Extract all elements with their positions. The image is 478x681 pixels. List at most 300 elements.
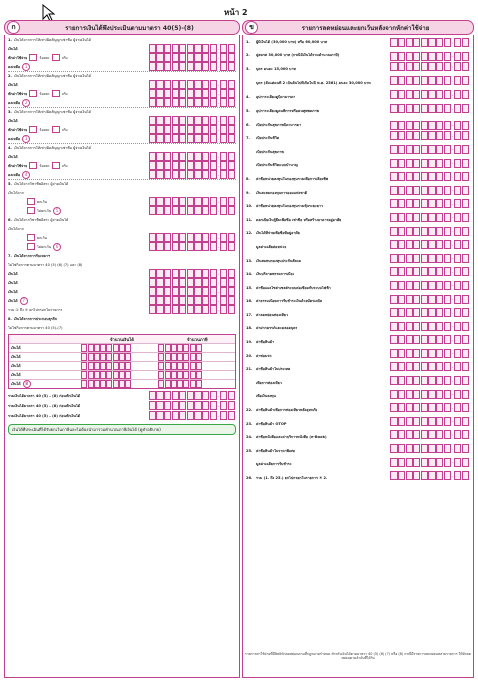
exempt-checkbox[interactable] — [27, 234, 35, 241]
digit-box[interactable] — [454, 458, 461, 467]
digit-box[interactable] — [183, 353, 189, 361]
digit-box[interactable] — [228, 89, 235, 98]
digit-box[interactable] — [119, 362, 125, 370]
digit-box[interactable] — [398, 362, 405, 371]
digit-box[interactable] — [406, 145, 413, 154]
digit-box[interactable] — [390, 281, 397, 290]
digit-box[interactable] — [210, 411, 217, 420]
digit-box[interactable] — [220, 233, 227, 242]
digit-box[interactable] — [398, 403, 405, 412]
digit-box[interactable] — [413, 281, 420, 290]
digit-box[interactable] — [390, 199, 397, 208]
digit-box[interactable] — [462, 213, 469, 222]
digit-box[interactable] — [171, 353, 177, 361]
digit-box[interactable] — [172, 391, 179, 400]
digit-box[interactable] — [413, 131, 420, 140]
digit-box[interactable] — [177, 380, 183, 388]
digit-box[interactable] — [164, 134, 171, 143]
digit-box[interactable] — [421, 213, 428, 222]
digit-box[interactable] — [421, 281, 428, 290]
digit-box[interactable] — [172, 89, 179, 98]
digit-box[interactable] — [436, 186, 443, 195]
digit-box[interactable] — [413, 403, 420, 412]
digit-box[interactable] — [113, 371, 119, 379]
digit-box[interactable] — [390, 430, 397, 439]
digit-box[interactable] — [228, 116, 235, 125]
digit-box[interactable] — [421, 62, 428, 71]
digit-box[interactable] — [194, 125, 201, 134]
digit-box[interactable] — [398, 322, 405, 331]
digit-box[interactable] — [454, 281, 461, 290]
digit-box[interactable] — [454, 403, 461, 412]
digit-box[interactable] — [413, 417, 420, 426]
digit-box[interactable] — [390, 131, 397, 140]
digit-box[interactable] — [100, 362, 106, 370]
digit-box[interactable] — [413, 121, 420, 130]
digit-box[interactable] — [228, 296, 235, 305]
digit-box[interactable] — [202, 296, 209, 305]
digit-box[interactable] — [436, 131, 443, 140]
digit-box[interactable] — [444, 227, 451, 236]
digit-box[interactable] — [187, 197, 194, 206]
digit-box[interactable] — [210, 125, 217, 134]
digit-box[interactable] — [228, 269, 235, 278]
digit-box[interactable] — [462, 390, 469, 399]
digit-box[interactable] — [210, 44, 217, 53]
digit-box[interactable] — [179, 401, 186, 410]
digit-box[interactable] — [164, 305, 171, 314]
digit-box[interactable] — [454, 213, 461, 222]
digit-box[interactable] — [220, 305, 227, 314]
digit-box[interactable] — [421, 240, 428, 249]
digit-box[interactable] — [187, 287, 194, 296]
digit-box[interactable] — [421, 362, 428, 371]
digit-box[interactable] — [413, 227, 420, 236]
digit-box[interactable] — [406, 295, 413, 304]
digit-box[interactable] — [421, 159, 428, 168]
digit-box[interactable] — [228, 278, 235, 287]
digit-box[interactable] — [444, 199, 451, 208]
digit-box[interactable] — [149, 206, 156, 215]
deduct-percent-checkbox[interactable] — [29, 162, 37, 169]
digit-box[interactable] — [202, 411, 209, 420]
digit-box[interactable] — [210, 305, 217, 314]
digit-box[interactable] — [436, 104, 443, 113]
digit-box[interactable] — [172, 152, 179, 161]
digit-box[interactable] — [421, 227, 428, 236]
digit-box[interactable] — [462, 104, 469, 113]
digit-box[interactable] — [202, 197, 209, 206]
digit-box[interactable] — [165, 371, 171, 379]
digit-box[interactable] — [454, 121, 461, 130]
digit-box[interactable] — [444, 145, 451, 154]
digit-box[interactable] — [194, 411, 201, 420]
digit-box[interactable] — [421, 458, 428, 467]
digit-box[interactable] — [183, 371, 189, 379]
digit-box[interactable] — [454, 76, 461, 85]
digit-box[interactable] — [444, 62, 451, 71]
digit-box[interactable] — [210, 89, 217, 98]
digit-box[interactable] — [462, 376, 469, 385]
digit-box[interactable] — [428, 90, 435, 99]
digit-box[interactable] — [179, 152, 186, 161]
digit-box[interactable] — [436, 213, 443, 222]
digit-box[interactable] — [444, 417, 451, 426]
digit-box[interactable] — [149, 98, 156, 107]
digit-box[interactable] — [406, 403, 413, 412]
digit-box[interactable] — [390, 172, 397, 181]
digit-box[interactable] — [406, 104, 413, 113]
digit-box[interactable] — [390, 444, 397, 453]
digit-box[interactable] — [187, 125, 194, 134]
digit-box[interactable] — [164, 89, 171, 98]
digit-box[interactable] — [428, 417, 435, 426]
digit-box[interactable] — [156, 161, 163, 170]
digit-box[interactable] — [187, 391, 194, 400]
digit-box[interactable] — [220, 161, 227, 170]
digit-box[interactable] — [406, 308, 413, 317]
digit-box[interactable] — [454, 417, 461, 426]
digit-box[interactable] — [187, 134, 194, 143]
digit-box[interactable] — [149, 89, 156, 98]
digit-box[interactable] — [398, 121, 405, 130]
digit-box[interactable] — [436, 199, 443, 208]
digit-box[interactable] — [149, 44, 156, 53]
digit-box[interactable] — [398, 104, 405, 113]
digit-box[interactable] — [149, 53, 156, 62]
digit-box[interactable] — [428, 444, 435, 453]
digit-box[interactable] — [444, 240, 451, 249]
digit-box[interactable] — [390, 295, 397, 304]
digit-box[interactable] — [202, 170, 209, 179]
digit-box[interactable] — [444, 254, 451, 263]
digit-box[interactable] — [462, 362, 469, 371]
digit-box[interactable] — [187, 233, 194, 242]
digit-box[interactable] — [421, 131, 428, 140]
digit-box[interactable] — [156, 125, 163, 134]
digit-box[interactable] — [228, 305, 235, 314]
digit-box[interactable] — [462, 444, 469, 453]
digit-box[interactable] — [156, 296, 163, 305]
digit-box[interactable] — [462, 322, 469, 331]
digit-box[interactable] — [177, 362, 183, 370]
digit-box[interactable] — [454, 295, 461, 304]
digit-box[interactable] — [172, 411, 179, 420]
digit-box[interactable] — [421, 390, 428, 399]
digit-box[interactable] — [210, 152, 217, 161]
digit-box[interactable] — [172, 287, 179, 296]
digit-box[interactable] — [171, 362, 177, 370]
digit-box[interactable] — [390, 227, 397, 236]
digit-box[interactable] — [444, 104, 451, 113]
digit-box[interactable] — [398, 90, 405, 99]
digit-box[interactable] — [462, 403, 469, 412]
digit-box[interactable] — [406, 362, 413, 371]
digit-box[interactable] — [406, 335, 413, 344]
digit-box[interactable] — [398, 295, 405, 304]
digit-box[interactable] — [164, 287, 171, 296]
digit-box[interactable] — [149, 278, 156, 287]
digit-box[interactable] — [183, 362, 189, 370]
digit-box[interactable] — [462, 254, 469, 263]
digit-box[interactable] — [428, 159, 435, 168]
digit-box[interactable] — [158, 371, 164, 379]
digit-box[interactable] — [462, 52, 469, 61]
digit-box[interactable] — [179, 161, 186, 170]
digit-box[interactable] — [421, 121, 428, 130]
digit-box[interactable] — [164, 53, 171, 62]
deduct-percent-checkbox[interactable] — [29, 90, 37, 97]
digit-box[interactable] — [462, 349, 469, 358]
digit-box[interactable] — [413, 430, 420, 439]
digit-box[interactable] — [187, 411, 194, 420]
digit-box[interactable] — [436, 308, 443, 317]
digit-box[interactable] — [406, 417, 413, 426]
digit-box[interactable] — [202, 116, 209, 125]
deduct-actual-checkbox[interactable] — [52, 90, 60, 97]
deduct-actual-checkbox[interactable] — [52, 162, 60, 169]
digit-box[interactable] — [164, 152, 171, 161]
digit-box[interactable] — [398, 308, 405, 317]
digit-box[interactable] — [428, 281, 435, 290]
digit-box[interactable] — [194, 278, 201, 287]
digit-box[interactable] — [164, 98, 171, 107]
digit-box[interactable] — [390, 104, 397, 113]
digit-box[interactable] — [187, 170, 194, 179]
digit-box[interactable] — [228, 80, 235, 89]
deduct-actual-checkbox[interactable] — [52, 126, 60, 133]
digit-box[interactable] — [179, 125, 186, 134]
digit-box[interactable] — [158, 362, 164, 370]
digit-box[interactable] — [390, 90, 397, 99]
digit-box[interactable] — [444, 308, 451, 317]
digit-box[interactable] — [428, 131, 435, 140]
digit-box[interactable] — [436, 62, 443, 71]
digit-box[interactable] — [164, 401, 171, 410]
digit-box[interactable] — [428, 471, 435, 480]
digit-box[interactable] — [413, 267, 420, 276]
digit-box[interactable] — [172, 80, 179, 89]
digit-box[interactable] — [406, 38, 413, 47]
digit-box[interactable] — [444, 159, 451, 168]
digit-box[interactable] — [428, 322, 435, 331]
digit-box[interactable] — [149, 161, 156, 170]
digit-box[interactable] — [436, 417, 443, 426]
digit-box[interactable] — [177, 344, 183, 352]
digit-box[interactable] — [454, 145, 461, 154]
digit-box[interactable] — [210, 98, 217, 107]
digit-box[interactable] — [187, 98, 194, 107]
digit-box[interactable] — [436, 471, 443, 480]
digit-box[interactable] — [406, 458, 413, 467]
digit-box[interactable] — [183, 380, 189, 388]
digit-box[interactable] — [190, 371, 196, 379]
digit-box[interactable] — [179, 278, 186, 287]
digit-box[interactable] — [436, 254, 443, 263]
digit-box[interactable] — [428, 172, 435, 181]
digit-box[interactable] — [172, 296, 179, 305]
digit-box[interactable] — [454, 227, 461, 236]
digit-box[interactable] — [462, 145, 469, 154]
digit-box[interactable] — [220, 170, 227, 179]
digit-box[interactable] — [88, 353, 94, 361]
digit-box[interactable] — [428, 227, 435, 236]
digit-box[interactable] — [164, 161, 171, 170]
digit-box[interactable] — [428, 295, 435, 304]
digit-box[interactable] — [194, 206, 201, 215]
digit-box[interactable] — [428, 76, 435, 85]
digit-box[interactable] — [196, 380, 202, 388]
digit-box[interactable] — [190, 362, 196, 370]
digit-box[interactable] — [428, 186, 435, 195]
digit-box[interactable] — [454, 376, 461, 385]
digit-box[interactable] — [194, 89, 201, 98]
digit-box[interactable] — [149, 242, 156, 251]
digit-box[interactable] — [462, 335, 469, 344]
digit-box[interactable] — [196, 353, 202, 361]
digit-box[interactable] — [194, 391, 201, 400]
digit-box[interactable] — [113, 362, 119, 370]
digit-box[interactable] — [421, 90, 428, 99]
digit-box[interactable] — [220, 98, 227, 107]
digit-box[interactable] — [202, 391, 209, 400]
digit-box[interactable] — [119, 353, 125, 361]
digit-box[interactable] — [462, 90, 469, 99]
digit-box[interactable] — [406, 349, 413, 358]
digit-box[interactable] — [202, 401, 209, 410]
digit-box[interactable] — [413, 38, 420, 47]
digit-box[interactable] — [119, 344, 125, 352]
digit-box[interactable] — [179, 80, 186, 89]
digit-box[interactable] — [125, 371, 131, 379]
digit-box[interactable] — [172, 53, 179, 62]
digit-box[interactable] — [187, 278, 194, 287]
digit-box[interactable] — [202, 53, 209, 62]
digit-box[interactable] — [421, 267, 428, 276]
digit-box[interactable] — [228, 287, 235, 296]
digit-box[interactable] — [106, 362, 112, 370]
digit-box[interactable] — [428, 213, 435, 222]
digit-box[interactable] — [444, 322, 451, 331]
digit-box[interactable] — [413, 145, 420, 154]
deduct-percent-checkbox[interactable] — [29, 126, 37, 133]
digit-box[interactable] — [436, 145, 443, 154]
digit-box[interactable] — [390, 376, 397, 385]
digit-box[interactable] — [390, 38, 397, 47]
digit-box[interactable] — [210, 161, 217, 170]
digit-box[interactable] — [454, 104, 461, 113]
digit-box[interactable] — [220, 152, 227, 161]
digit-box[interactable] — [454, 254, 461, 263]
digit-box[interactable] — [228, 98, 235, 107]
digit-box[interactable] — [413, 104, 420, 113]
digit-box[interactable] — [220, 197, 227, 206]
digit-box[interactable] — [444, 172, 451, 181]
digit-box[interactable] — [398, 186, 405, 195]
digit-box[interactable] — [172, 44, 179, 53]
digit-box[interactable] — [171, 371, 177, 379]
digit-box[interactable] — [462, 267, 469, 276]
digit-box[interactable] — [156, 401, 163, 410]
digit-box[interactable] — [190, 380, 196, 388]
digit-box[interactable] — [210, 278, 217, 287]
digit-box[interactable] — [398, 76, 405, 85]
digit-box[interactable] — [444, 335, 451, 344]
digit-box[interactable] — [406, 227, 413, 236]
digit-box[interactable] — [220, 116, 227, 125]
digit-box[interactable] — [390, 240, 397, 249]
digit-box[interactable] — [100, 371, 106, 379]
digit-box[interactable] — [149, 391, 156, 400]
digit-box[interactable] — [220, 242, 227, 251]
digit-box[interactable] — [210, 170, 217, 179]
digit-box[interactable] — [149, 125, 156, 134]
digit-box[interactable] — [454, 90, 461, 99]
digit-box[interactable] — [421, 52, 428, 61]
digit-box[interactable] — [462, 430, 469, 439]
digit-box[interactable] — [454, 52, 461, 61]
digit-box[interactable] — [220, 269, 227, 278]
digit-box[interactable] — [413, 199, 420, 208]
digit-box[interactable] — [220, 80, 227, 89]
digit-box[interactable] — [406, 213, 413, 222]
digit-box[interactable] — [398, 444, 405, 453]
digit-box[interactable] — [390, 335, 397, 344]
digit-box[interactable] — [210, 134, 217, 143]
digit-box[interactable] — [406, 172, 413, 181]
digit-box[interactable] — [406, 444, 413, 453]
digit-box[interactable] — [187, 62, 194, 71]
digit-box[interactable] — [149, 305, 156, 314]
digit-box[interactable] — [406, 62, 413, 71]
digit-box[interactable] — [428, 254, 435, 263]
digit-box[interactable] — [428, 240, 435, 249]
digit-box[interactable] — [444, 471, 451, 480]
digit-box[interactable] — [194, 233, 201, 242]
digit-box[interactable] — [187, 80, 194, 89]
digit-box[interactable] — [462, 121, 469, 130]
not-exempt-checkbox[interactable] — [27, 243, 35, 250]
digit-box[interactable] — [444, 403, 451, 412]
digit-box[interactable] — [398, 62, 405, 71]
digit-box[interactable] — [428, 308, 435, 317]
digit-box[interactable] — [454, 38, 461, 47]
digit-box[interactable] — [390, 349, 397, 358]
digit-box[interactable] — [436, 90, 443, 99]
digit-box[interactable] — [406, 322, 413, 331]
digit-box[interactable] — [398, 52, 405, 61]
digit-box[interactable] — [462, 281, 469, 290]
digit-box[interactable] — [436, 458, 443, 467]
digit-box[interactable] — [100, 344, 106, 352]
digit-box[interactable] — [149, 197, 156, 206]
digit-box[interactable] — [228, 134, 235, 143]
digit-box[interactable] — [202, 98, 209, 107]
digit-box[interactable] — [406, 390, 413, 399]
digit-box[interactable] — [220, 62, 227, 71]
digit-box[interactable] — [183, 344, 189, 352]
digit-box[interactable] — [179, 206, 186, 215]
digit-box[interactable] — [428, 362, 435, 371]
digit-box[interactable] — [428, 38, 435, 47]
digit-box[interactable] — [428, 335, 435, 344]
digit-box[interactable] — [94, 344, 100, 352]
digit-box[interactable] — [436, 159, 443, 168]
digit-box[interactable] — [413, 471, 420, 480]
digit-box[interactable] — [398, 172, 405, 181]
digit-box[interactable] — [100, 353, 106, 361]
digit-box[interactable] — [165, 353, 171, 361]
